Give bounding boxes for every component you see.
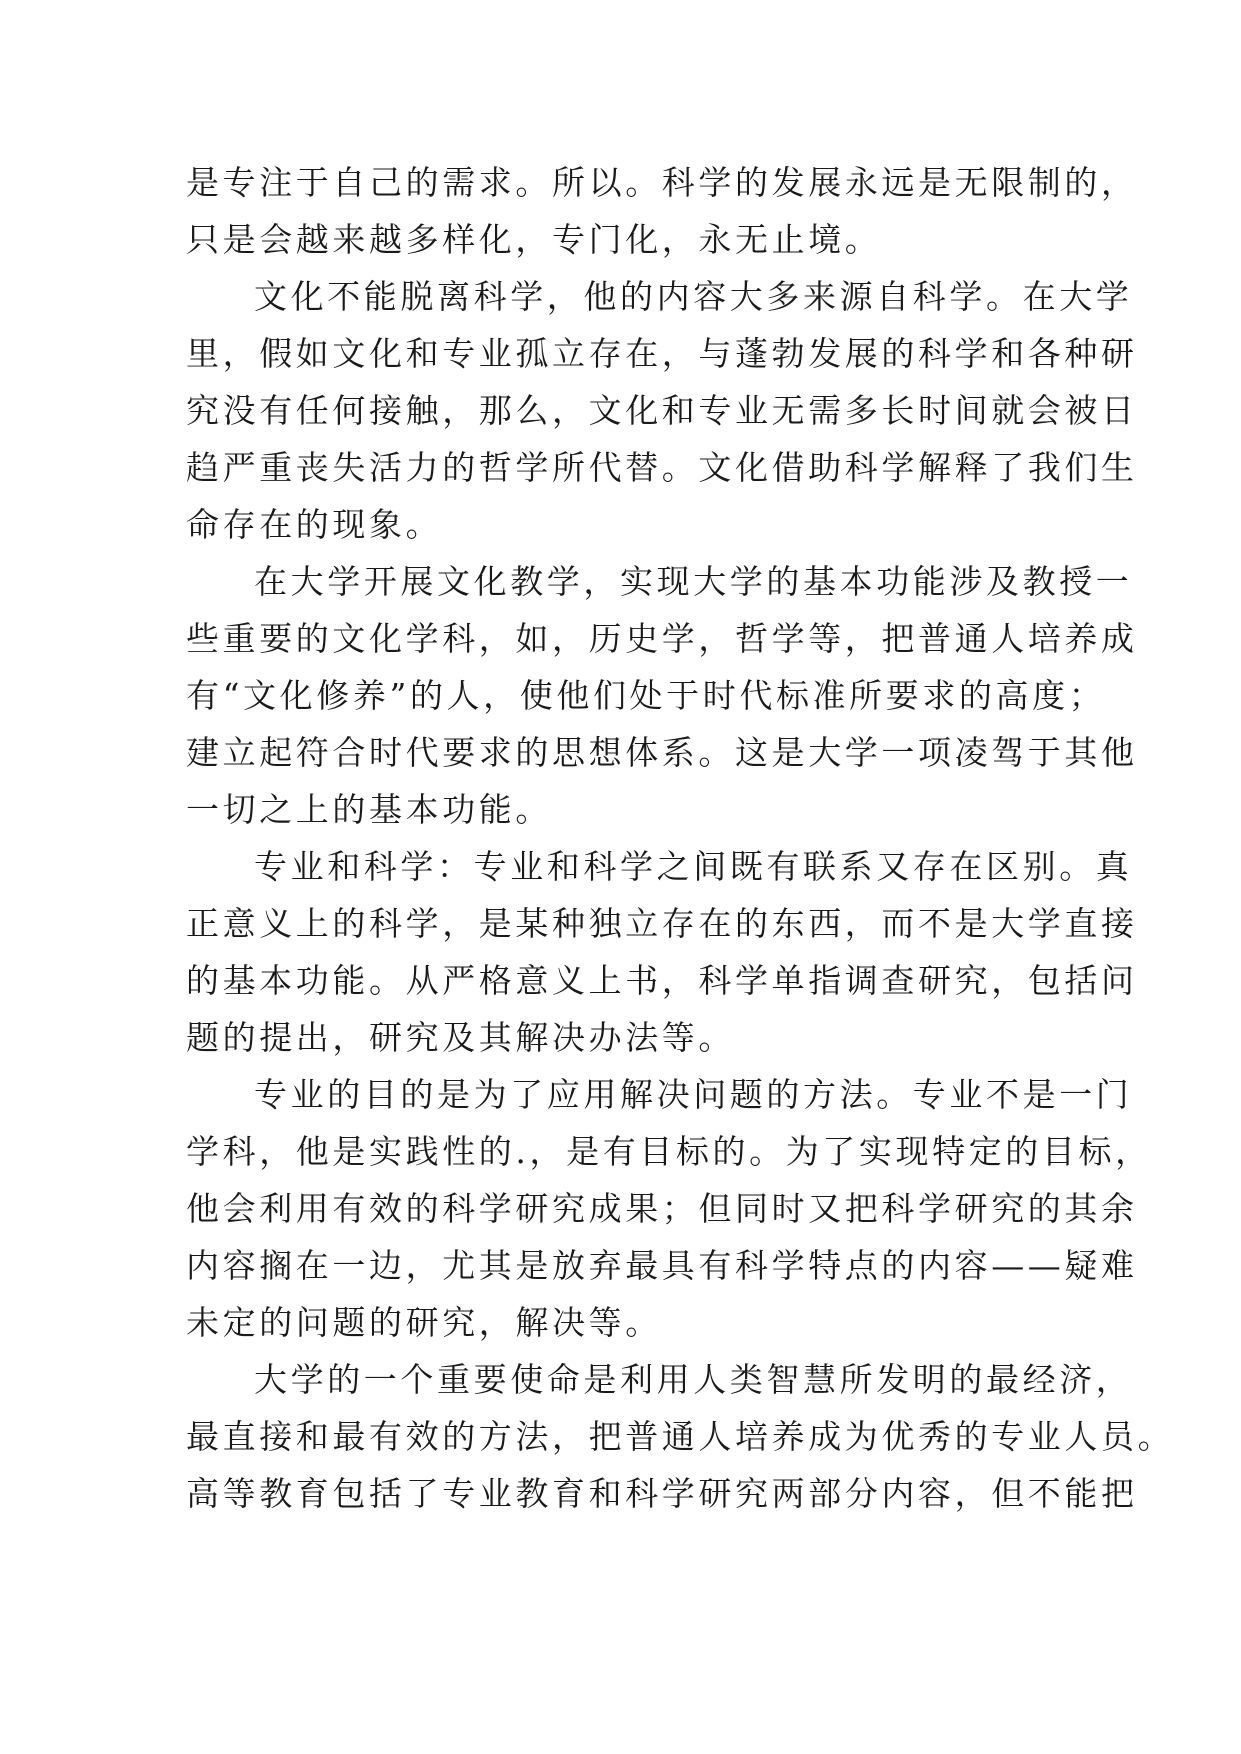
text-line: 建立起符合时代要求的思想体系。这是大学一项凌驾于其他	[186, 733, 1138, 772]
text-line: 高等教育包括了专业教育和科学研究两部分内容，但不能把	[186, 1474, 1138, 1513]
text-line: 只是会越来越多样化，专门化，永无止境。	[186, 220, 882, 259]
text-line: 里，假如文化和专业孤立存在，与蓬勃发展的科学和各种研	[186, 334, 1138, 373]
paragraph-start-line: 文化不能脱离科学，他的内容大多来源自科学。在大学	[254, 277, 1133, 316]
body-text	[186, 154, 1175, 1522]
text-line: 的基本功能。从严格意义上书，科学单指调查研究，包括问	[186, 961, 1138, 1000]
text-line: 正意义上的科学，是某种独立存在的东西，而不是大学直接	[186, 904, 1138, 943]
text-line: 未定的问题的研究，解决等。	[186, 1303, 662, 1342]
text-line: 学科，他是实践性的.，是有目标的。为了实现特定的目标，	[186, 1132, 1152, 1171]
text-line: 趋严重丧失活力的哲学所代替。文化借助科学解释了我们生	[186, 448, 1138, 487]
text-line: 最直接和最有效的方法，把普通人培养成为优秀的专业人员。	[186, 1417, 1175, 1456]
paragraph-start-line: 专业的目的是为了应用解决问题的方法。专业不是一门	[254, 1075, 1133, 1114]
text-line: 些重要的文化学科，如，历史学，哲学等，把普通人培养成	[186, 619, 1138, 658]
text-line: 他会利用有效的科学研究成果；但同时又把科学研究的其余	[186, 1189, 1138, 1228]
text-line: 内容搁在一边，尤其是放弃最具有科学特点的内容——疑难	[186, 1246, 1138, 1285]
text-line: 究没有任何接触，那么，文化和专业无需多长时间就会被日	[186, 391, 1138, 430]
text-line: 有“文化修养”的人，使他们处于时代标准所要求的高度；	[186, 676, 1106, 715]
paragraph-start-line: 专业和科学：专业和科学之间既有联系又存在区别。真	[254, 847, 1133, 886]
text-line: 是专注于自己的需求。所以。科学的发展永远是无限制的，	[186, 163, 1138, 202]
text-line: 命存在的现象。	[186, 505, 443, 544]
text-line: 题的提出，研究及其解决办法等。	[186, 1018, 735, 1057]
text-line: 一切之上的基本功能。	[186, 790, 552, 829]
paragraph-start-line: 大学的一个重要使命是利用人类智慧所发明的最经济，	[254, 1360, 1133, 1399]
paragraph-start-line: 在大学开展文化教学，实现大学的基本功能涉及教授一	[254, 562, 1133, 601]
